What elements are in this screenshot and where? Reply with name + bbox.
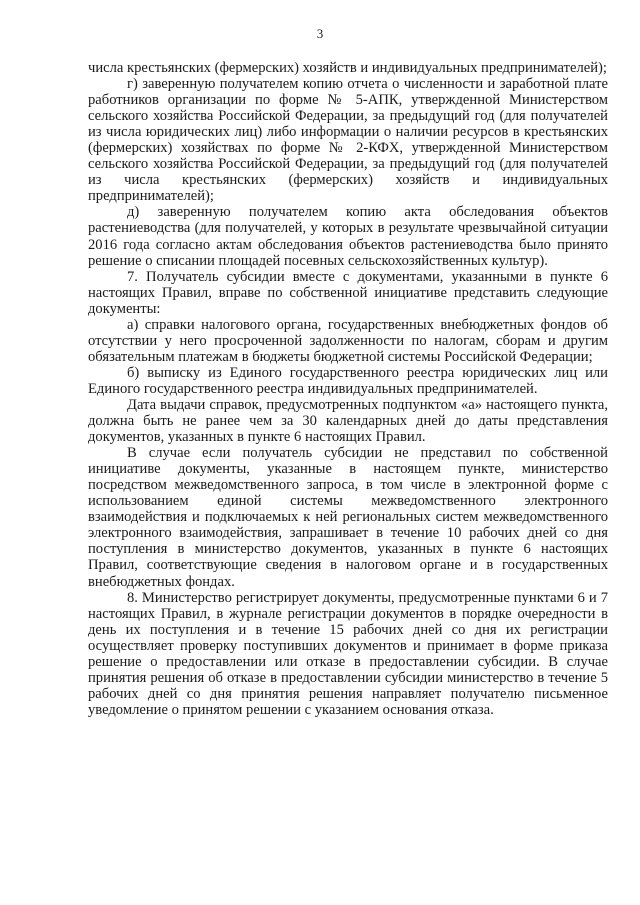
paragraph-clause-8: 8. Министерство регистрирует документы, предусмотренные пунктами 6 и 7 настоящих Правил, в журнале регистрации документов в порядке очередности в день их поступления и в течение 15 рабочих дней со дня их регистрации осуществляет проверку поступивших документов и принимает в форме приказа решение о предоставлении или отказе в предоставлении субсидии. В случае принятия решения об отказе в предоставлении субсидии министерство в течение 5 рабочих дней со дня принятия решения направляет получателю письменное уведомление о принятом решении с указанием основания отказа. [88,589,608,718]
page-number: 3 [316,26,324,41]
paragraph-item-g: г) заверенную получателем копию отчета о численности и заработной плате работников организации по форме № 5-АПК, утвержденной Министерством сельского хозяйства Российской Федерации, за предыдущий год (для получателей из числа юридических лиц) либо информации о наличии ресурсов в крестьянских (фермерских) хозяйствах по форме № 2-КФХ, утвержденной Министерством сельского хозяйства Российской Федерации, за предыдущий год (для получателей из числа крестьянских (фермерских) хозяйств и индивидуальных предпринимателей); [88,76,608,205]
paragraph-item-a: а) справки налогового органа, государственных внебюджетных фондов об отсутствии у него просроченной задолженности по налогам, сборам и другим обязательным платежам в бюджеты бюджетной системы Российской Федерации; [88,316,608,365]
paragraph-item-b: б) выписку из Единого государственного реестра юридических лиц или Единого государственного реестра индивидуальных предпринимателей. [88,364,608,397]
paragraph-continuation: числа крестьянских (фермерских) хозяйств и индивидуальных предпринимателей); [88,60,607,76]
document-body [88,60,608,718]
paragraph-interagency-request: В случае если получатель субсидии не представил по собственной инициативе документы, указанные в настоящем пункте, министерство посредством межведомственного запроса, в том числе в электронной форме с использованием единой системы межведомственного электронного взаимодействия и подключаемых к ней региональных систем межведомственного электронного взаимодействия, запрашивает в течение 10 рабочих дней со дня поступления в министерство документов, указанных в пункте 6 настоящих Правил, соответствующие сведения в налоговом органе и в государственных внебюджетных фондах. [88,445,608,590]
paragraph-item-d: д) заверенную получателем копию акта обследования объектов растениеводства (для получателей, у которых в результате чрезвычайной ситуации 2016 года согласно актам обследования объектов растениеводства было принято решение о списании площадей посевных сельскохозяйственных культур). [88,204,608,269]
paragraph-certificate-date: Дата выдачи справок, предусмотренных подпунктом «а» настоящего пункта, должна быть не ранее чем за 30 календарных дней до даты представления документов, указанных в пункте 6 настоящих Правил. [88,396,608,446]
paragraph-clause-7: 7. Получатель субсидии вместе с документами, указанными в пункте 6 настоящих Правил, вправе по собственной инициативе представить следующие документы: [88,268,608,317]
